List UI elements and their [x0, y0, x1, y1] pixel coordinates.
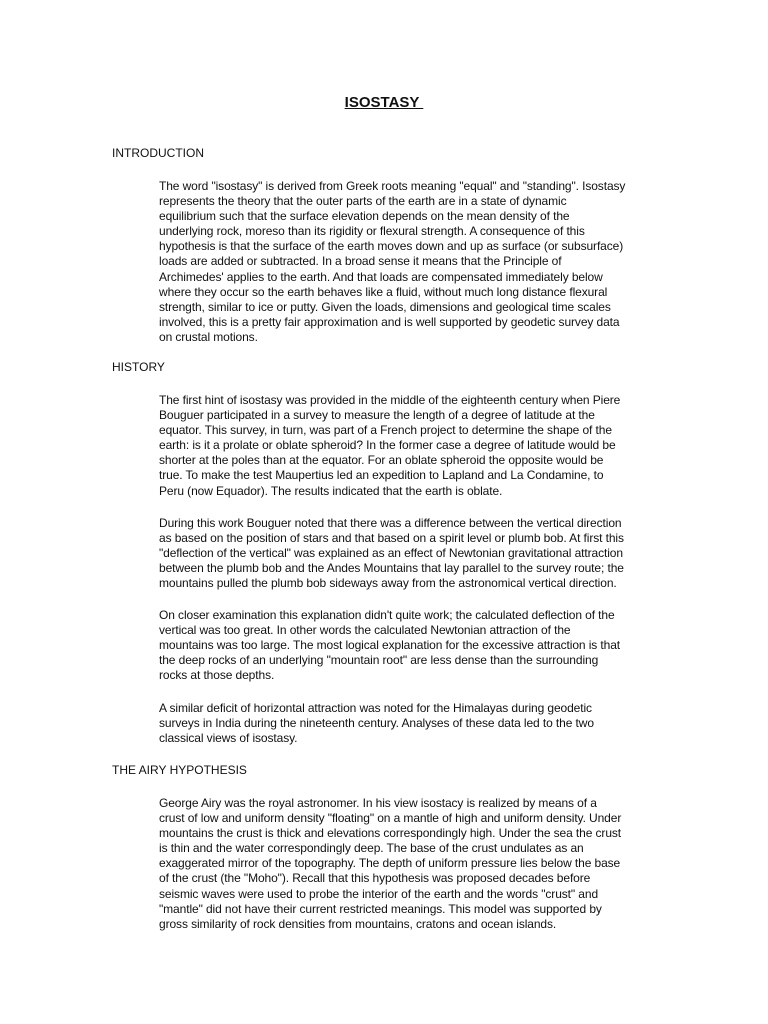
section-heading-introduction: INTRODUCTION — [112, 146, 204, 160]
section-heading-history: HISTORY — [112, 360, 165, 374]
paragraph-history-3: On closer examination this explanation didn't quite work; the calculated deflection of the vertical was too great. In other words the calculated Newtonian attraction of the mountains was too large. The most logical explanation for the excessive attraction is that the deep rocks of an underlying "mountain root" are less dense than the surrounding rocks at those depths. — [159, 608, 621, 683]
paragraph-history-4: A similar deficit of horizontal attraction was noted for the Himalayas during geodetic surveys in India during the nineteenth century. Analyses of these data led to the two classical views of isostasy. — [159, 701, 594, 746]
paragraph-airy-1: George Airy was the royal astronomer. In his view isostacy is realized by means of a crust of low and uniform density "floating" on a mantle of high and uniform density. Under mountains the crust is thick and elevations correspondingly high. Under the sea the crust is thin and the water correspondingly deep. The base of the crust undulates as an exaggerated mirror of the topography. The depth of uniform pressure lies below the base of the crust (the "Moho"). Recall that this hypothesis was proposed decades before seismic waves were used to probe the interior of the earth and the words "crust" and "mantle" did not have their current restricted meanings. This model was supported by gross similarity of rock densities from mountains, cratons and ocean islands. — [159, 796, 622, 931]
document-title: ISOSTASY — [344, 94, 424, 111]
paragraph-history-2: During this work Bouguer noted that there was a difference between the vertical direction as based on the position of stars and that based on a spirit level or plumb bob. At first this "deflection of the vertical" was explained as an effect of Newtonian gravitational attraction between the plumb bob and the Andes Mountains that lay parallel to the survey route; the mountains pulled the plumb bob sideways away from the astronomical vertical direction. — [159, 516, 624, 591]
section-heading-airy-hypothesis: THE AIRY HYPOTHESIS — [112, 763, 247, 777]
paragraph-history-1: The first hint of isostasy was provided in the middle of the eighteenth century when Piere Bouguer participated in a survey to measure the length of a degree of latitude at the equator. This survey, in turn, was part of a French project to determine the shape of the earth: is it a prolate or oblate spheroid? In the former case a degree of latitude would be shorter at the poles than at the equator. For an oblate spheroid the opposite would be true. To make the test Maupertius led an expedition to Lapland and La Condamine, to Peru (now Equador). The results indicated that the earth is oblate. — [159, 393, 621, 498]
paragraph-introduction-1: The word "isostasy" is derived from Greek roots meaning "equal" and "standing". Isostasy represents the theory that the outer parts of the earth are in a state of dynamic equilibrium such that the surface elevation depends on the mean density of the underlying rock, moreso than its rigidity or flexural strength. A consequence of this hypothesis is that the surface of the earth moves down and up as surface (or subsurface) loads are added or subtracted. In a broad sense it means that the Principle of Archimedes' applies to the earth. And that loads are compensated immediately below where they occur so the earth behaves like a fluid, without much long distance flexural strength, similar to ice or putty. Given the loads, dimensions and geological time scales involved, this is a pretty fair approximation and is well supported by geodetic survey data on crustal motions. — [159, 179, 626, 344]
